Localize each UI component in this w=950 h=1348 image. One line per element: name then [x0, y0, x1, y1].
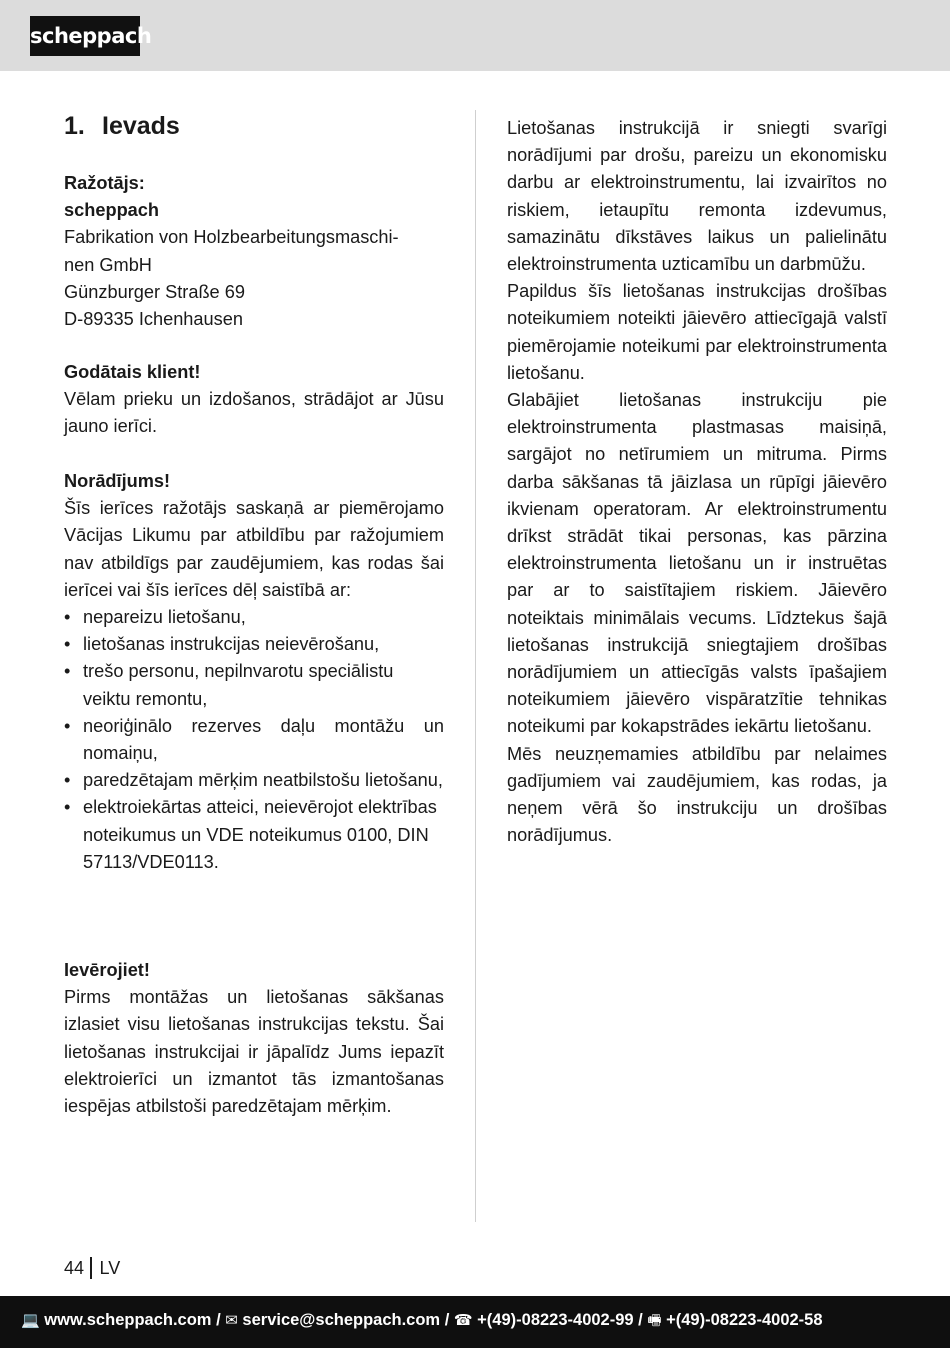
mail-icon: ✉: [225, 1311, 238, 1329]
notice-block: [64, 468, 444, 876]
page-separator: [90, 1257, 92, 1279]
header-bar: [0, 0, 950, 71]
list-item: • lietošanas instrukcijas neievērošanu,: [64, 631, 444, 658]
footer-bar: [0, 1296, 950, 1348]
page-number: [64, 1256, 120, 1280]
column-divider: [475, 110, 476, 1222]
manufacturer-name: scheppach: [64, 200, 160, 221]
fax-icon: 🖷: [647, 1311, 662, 1329]
list-item: • trešo personu, nepilnvarotu speciālistu veiktu remontu,: [64, 658, 444, 712]
right-column: [507, 115, 887, 849]
list-item: • nepareizu lietošanu,: [64, 604, 444, 631]
footer-separator: /: [638, 1311, 643, 1329]
section-title-text: Ievads: [102, 112, 180, 140]
scheppach-logo: scheppach: [30, 16, 140, 56]
greeting-block: [64, 359, 444, 441]
list-item: • paredzētajam mērķim neatbilstošu lietošanu,: [64, 767, 444, 794]
manufacturer-line: Günzburger Straße 69: [64, 281, 245, 302]
manufacturer-block: [64, 170, 444, 333]
footer-separator: /: [216, 1311, 221, 1329]
website-link[interactable]: www.scheppach.com: [44, 1311, 212, 1329]
phone-number: +(49)-08223-4002-99: [477, 1311, 634, 1329]
footer-separator: /: [444, 1311, 450, 1329]
page-number-value: 44: [64, 1258, 85, 1278]
paragraph: Lietošanas instrukcijā ir sniegti svarīgi norādījumi par drošu, pareizu un ekonomisku darbu ar elektroinstrumentu, lai izvairītos no riskiem, ietaupītu remonta izdevumus, samazinātu dīkstāves laikus un palielinātu elektroinstrumenta uzticamību un darbmūžu.: [507, 118, 887, 275]
manufacturer-heading: Ražotājs:: [64, 173, 145, 193]
manufacturer-line: Fabrikation von Holzbearbeitungsmaschi-: [64, 227, 399, 248]
notice-list: [64, 604, 444, 876]
notice-text: Šīs ierīces ražotājs saskaņā ar piemērojamo Vācijas Likumu par atbildību par ražojumiem nav atbildīgs par zaudējumiem, kas rodas šai ierīcei vai šīs ierīces dēļ saistībā ar:: [64, 498, 444, 600]
section-title: [64, 109, 180, 143]
manufacturer-line: nen GmbH: [64, 254, 152, 275]
phone-icon: ☎: [453, 1311, 473, 1329]
manufacturer-line: D-89335 Ichenhausen: [64, 309, 243, 330]
attention-text: Pirms montāžas un lietošanas sākšanas izlasiet visu lietošanas instrukcijas tekstu. Šai lietošanas instrukcijai ir jāpalīdz Jums iepazīt elektroierīci un izmantot tās izmantošanas iespējas atbilstoši paredzētajam mērķim.: [64, 987, 444, 1117]
notice-heading: Norādījums!: [64, 471, 171, 491]
greeting-heading: Godātais klient!: [64, 362, 201, 382]
attention-block: [64, 957, 444, 1120]
page-language: LV: [99, 1258, 121, 1278]
paragraph: Papildus šīs lietošanas instrukcijas drošības noteikumiem noteikti jāievēro attiecīgajā valstī piemērojamie noteikumi par elektroinstrumenta lietošanu.: [507, 281, 887, 383]
list-item: • elektroiekārtas atteici, neievērojot elektrības noteikumus un VDE noteikumus 0100, DIN 57113/VDE0113.: [64, 794, 444, 876]
fax-number: +(49)-08223-4002-58: [666, 1311, 823, 1329]
email-link[interactable]: service@scheppach.com: [242, 1311, 441, 1329]
section-number: 1.: [64, 112, 85, 140]
paragraph: Glabājiet lietošanas instrukciju pie elektroinstrumenta plastmasas maisiņā, sargājot no netīrumiem un mitruma. Pirms darba sākšanas tā jāizlasa un rūpīgi jāievēro ikvienam operatoram. Ar elektroinstrumentu drīkst strādāt tikai personas, kas pārzina elektroinstrumenta lietošanu un ir instruētas par ar to saistītajiem riskiem. Jāievēro noteiktais minimālais vecums. Līdztekus šajā lietošanas instrukcijā sniegtajiem drošības norādījumiem un attiecīgās valsts īpašajiem noteikumiem jāievēro vispāratzītie tehnikas noteikumi par kokapstrādes iekārtu lietošanu.: [507, 390, 887, 737]
paragraph: Mēs neuzņemamies atbildību par nelaimes gadījumiem vai zaudējumiem, kas rodas, ja neņem vērā šo instrukciju un drošības norādījumus.: [507, 743, 887, 846]
attention-heading: Ievērojiet!: [64, 960, 150, 980]
computer-icon: 💻: [21, 1311, 40, 1329]
list-item: • neoriģinālo rezerves daļu montāžu un nomaiņu,: [64, 713, 444, 767]
greeting-text: Vēlam prieku un izdošanos, strādājot ar Jūsu jauno ierīci.: [64, 389, 444, 437]
